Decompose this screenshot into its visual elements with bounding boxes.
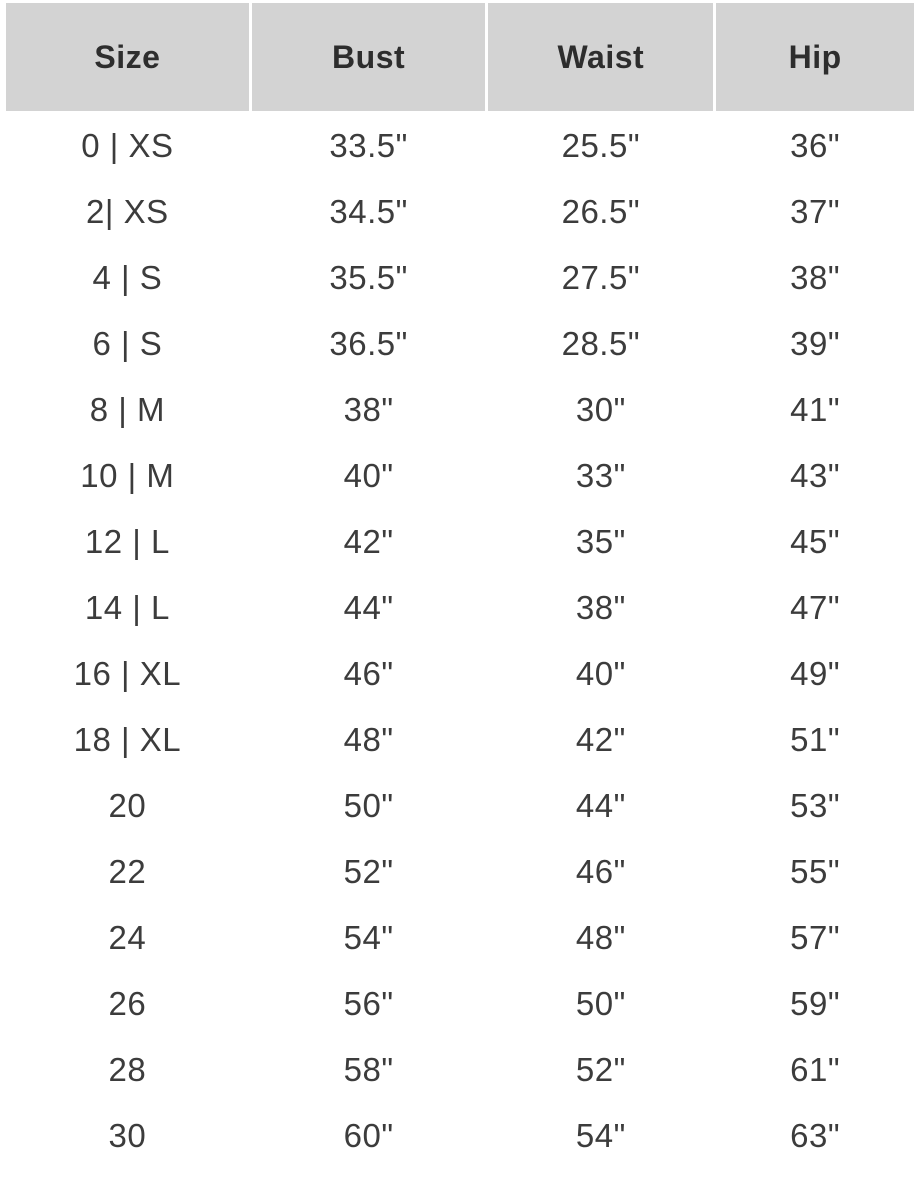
size-cell: 4 | S [92, 258, 163, 296]
table-cell: 41" [790, 390, 841, 428]
table-cell: 40" [575, 654, 626, 692]
table-row [6, 642, 914, 705]
size-chart-table [3, 0, 917, 1170]
table-cell: 35" [575, 522, 626, 560]
table-row [6, 840, 914, 903]
table-cell: 34.5" [329, 192, 408, 230]
table-cell: 52" [343, 852, 394, 890]
size-cell: 20 [108, 786, 147, 824]
size-cell: 2| XS [86, 192, 169, 230]
table-cell: 33" [575, 456, 626, 494]
size-cell: 8 | M [89, 390, 165, 428]
table-cell: 25.5" [561, 126, 641, 164]
table-cell: 37" [790, 192, 841, 230]
table-row [6, 576, 914, 639]
table-cell: 40" [343, 456, 394, 494]
table-cell: 44" [575, 786, 626, 824]
table-cell: 53" [790, 786, 841, 824]
size-cell: 22 [108, 852, 147, 890]
table-cell: 45" [790, 522, 841, 560]
size-cell: 26 [108, 984, 147, 1022]
column-header-waist: Waist [488, 3, 713, 111]
table-cell: 42" [575, 720, 626, 758]
table-cell: 35.5" [329, 258, 408, 296]
table-row [6, 180, 914, 243]
table-cell: 38" [343, 390, 394, 428]
table-cell: 33.5" [329, 126, 408, 164]
size-cell: 28 [108, 1050, 147, 1088]
size-cell: 30 [108, 1116, 147, 1154]
table-row [6, 246, 914, 309]
size-cell: 24 [108, 918, 147, 956]
table-cell: 63" [790, 1116, 841, 1154]
column-header-bust: Bust [252, 3, 486, 111]
table-cell: 55" [790, 852, 841, 890]
table-cell: 28.5" [561, 324, 641, 362]
table-cell: 38" [790, 258, 841, 296]
table-cell: 30" [575, 390, 626, 428]
table-cell: 54" [575, 1116, 626, 1154]
table-cell: 50" [575, 984, 626, 1022]
header-row [6, 3, 914, 111]
table-row [6, 510, 914, 573]
table-row [6, 378, 914, 441]
table-cell: 58" [343, 1050, 394, 1088]
table-cell: 39" [790, 324, 841, 362]
table-body [6, 114, 914, 1167]
size-cell: 18 | XL [73, 720, 182, 758]
table-cell: 26.5" [561, 192, 641, 230]
table-cell: 50" [343, 786, 394, 824]
table-cell: 36.5" [329, 324, 408, 362]
size-cell: 12 | L [84, 522, 170, 560]
size-cell: 10 | M [80, 456, 175, 494]
size-cell: 14 | L [84, 588, 170, 626]
table-cell: 52" [575, 1050, 626, 1088]
table-row [6, 312, 914, 375]
table-cell: 46" [575, 852, 626, 890]
table-cell: 60" [343, 1116, 394, 1154]
table-cell: 49" [790, 654, 841, 692]
table-cell: 44" [343, 588, 394, 626]
column-header-hip: Hip [716, 3, 914, 111]
table-cell: 54" [343, 918, 394, 956]
table-cell: 46" [343, 654, 394, 692]
table-cell: 38" [575, 588, 626, 626]
table-cell: 42" [343, 522, 394, 560]
table-row [6, 114, 914, 177]
table-cell: 48" [343, 720, 394, 758]
table-cell: 56" [343, 984, 394, 1022]
table-cell: 36" [790, 126, 841, 164]
table-cell: 27.5" [561, 258, 641, 296]
table-cell: 43" [790, 456, 841, 494]
table-header [6, 3, 914, 111]
column-header-size: Size [6, 3, 249, 111]
size-cell: 0 | XS [81, 126, 174, 164]
table-row [6, 444, 914, 507]
table-row [6, 906, 914, 969]
table-cell: 59" [790, 984, 841, 1022]
table-cell: 47" [790, 588, 841, 626]
table-row [6, 1104, 914, 1167]
size-cell: 16 | XL [73, 654, 182, 692]
table-cell: 61" [790, 1050, 841, 1088]
table-row [6, 972, 914, 1035]
table-cell: 57" [790, 918, 841, 956]
size-cell: 6 | S [92, 324, 163, 362]
table-row [6, 774, 914, 837]
table-cell: 48" [575, 918, 626, 956]
table-row [6, 1038, 914, 1101]
table-cell: 51" [790, 720, 841, 758]
table-row [6, 708, 914, 771]
